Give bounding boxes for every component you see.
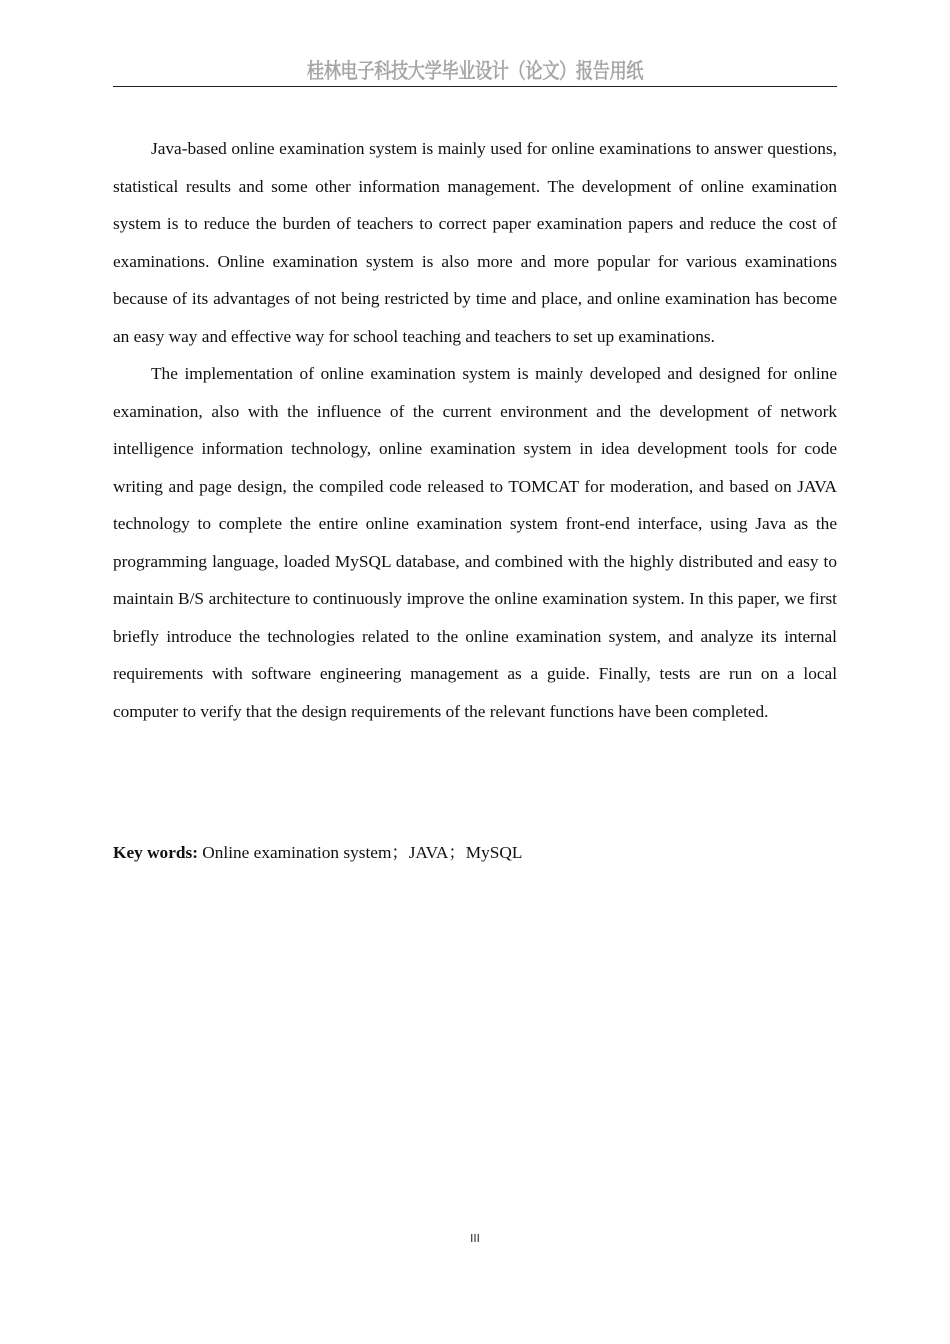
- abstract-paragraph: The implementation of online examination system is mainly developed and designed for online examination, also with the influence of the current environment and the development of network intelligence information technology, online examination system in idea development tools for code writing and page design, the compiled code released to TOMCAT for moderation, and based on JAVA technology to complete the entire online examination system front-end interface, using Java as the programming language, loaded MySQL database, and combined with the highly distributed and easy to maintain B/S architecture to continuously improve the online examination system. In this paper, we first briefly introduce the technologies related to the online examination system, and analyze its internal requirements with software engineering management as a guide. Finally, tests are run on a local computer to verify that the design requirements of the relevant functions have been completed.: [113, 364, 837, 721]
- keyword-item: Online examination system: [202, 843, 392, 862]
- abstract-body: [113, 130, 837, 730]
- keywords-line: [113, 834, 837, 872]
- header-title: 桂林电子科技大学毕业设计（论文）报告用纸: [306, 59, 644, 83]
- keyword-separator: ；: [391, 843, 409, 862]
- page-number: III: [470, 1232, 480, 1245]
- keywords-label: Key words:: [113, 843, 198, 862]
- keyword-item: JAVA: [408, 843, 449, 862]
- page-header: [113, 56, 837, 87]
- keyword-separator: ；: [448, 843, 466, 862]
- keyword-item: MySQL: [465, 843, 523, 862]
- abstract-paragraph: Java-based online examination system is mainly used for online examinations to answer questions, statistical results and some other information management. The development of online examination system is to reduce the burden of teachers to correct paper examination papers and reduce the cost of examinations. Online examination system is also more and more popular for various examinations because of its advantages of not being restricted by time and place, and online examination has become an easy way and effective way for school teaching and teachers to set up examinations.: [113, 139, 837, 346]
